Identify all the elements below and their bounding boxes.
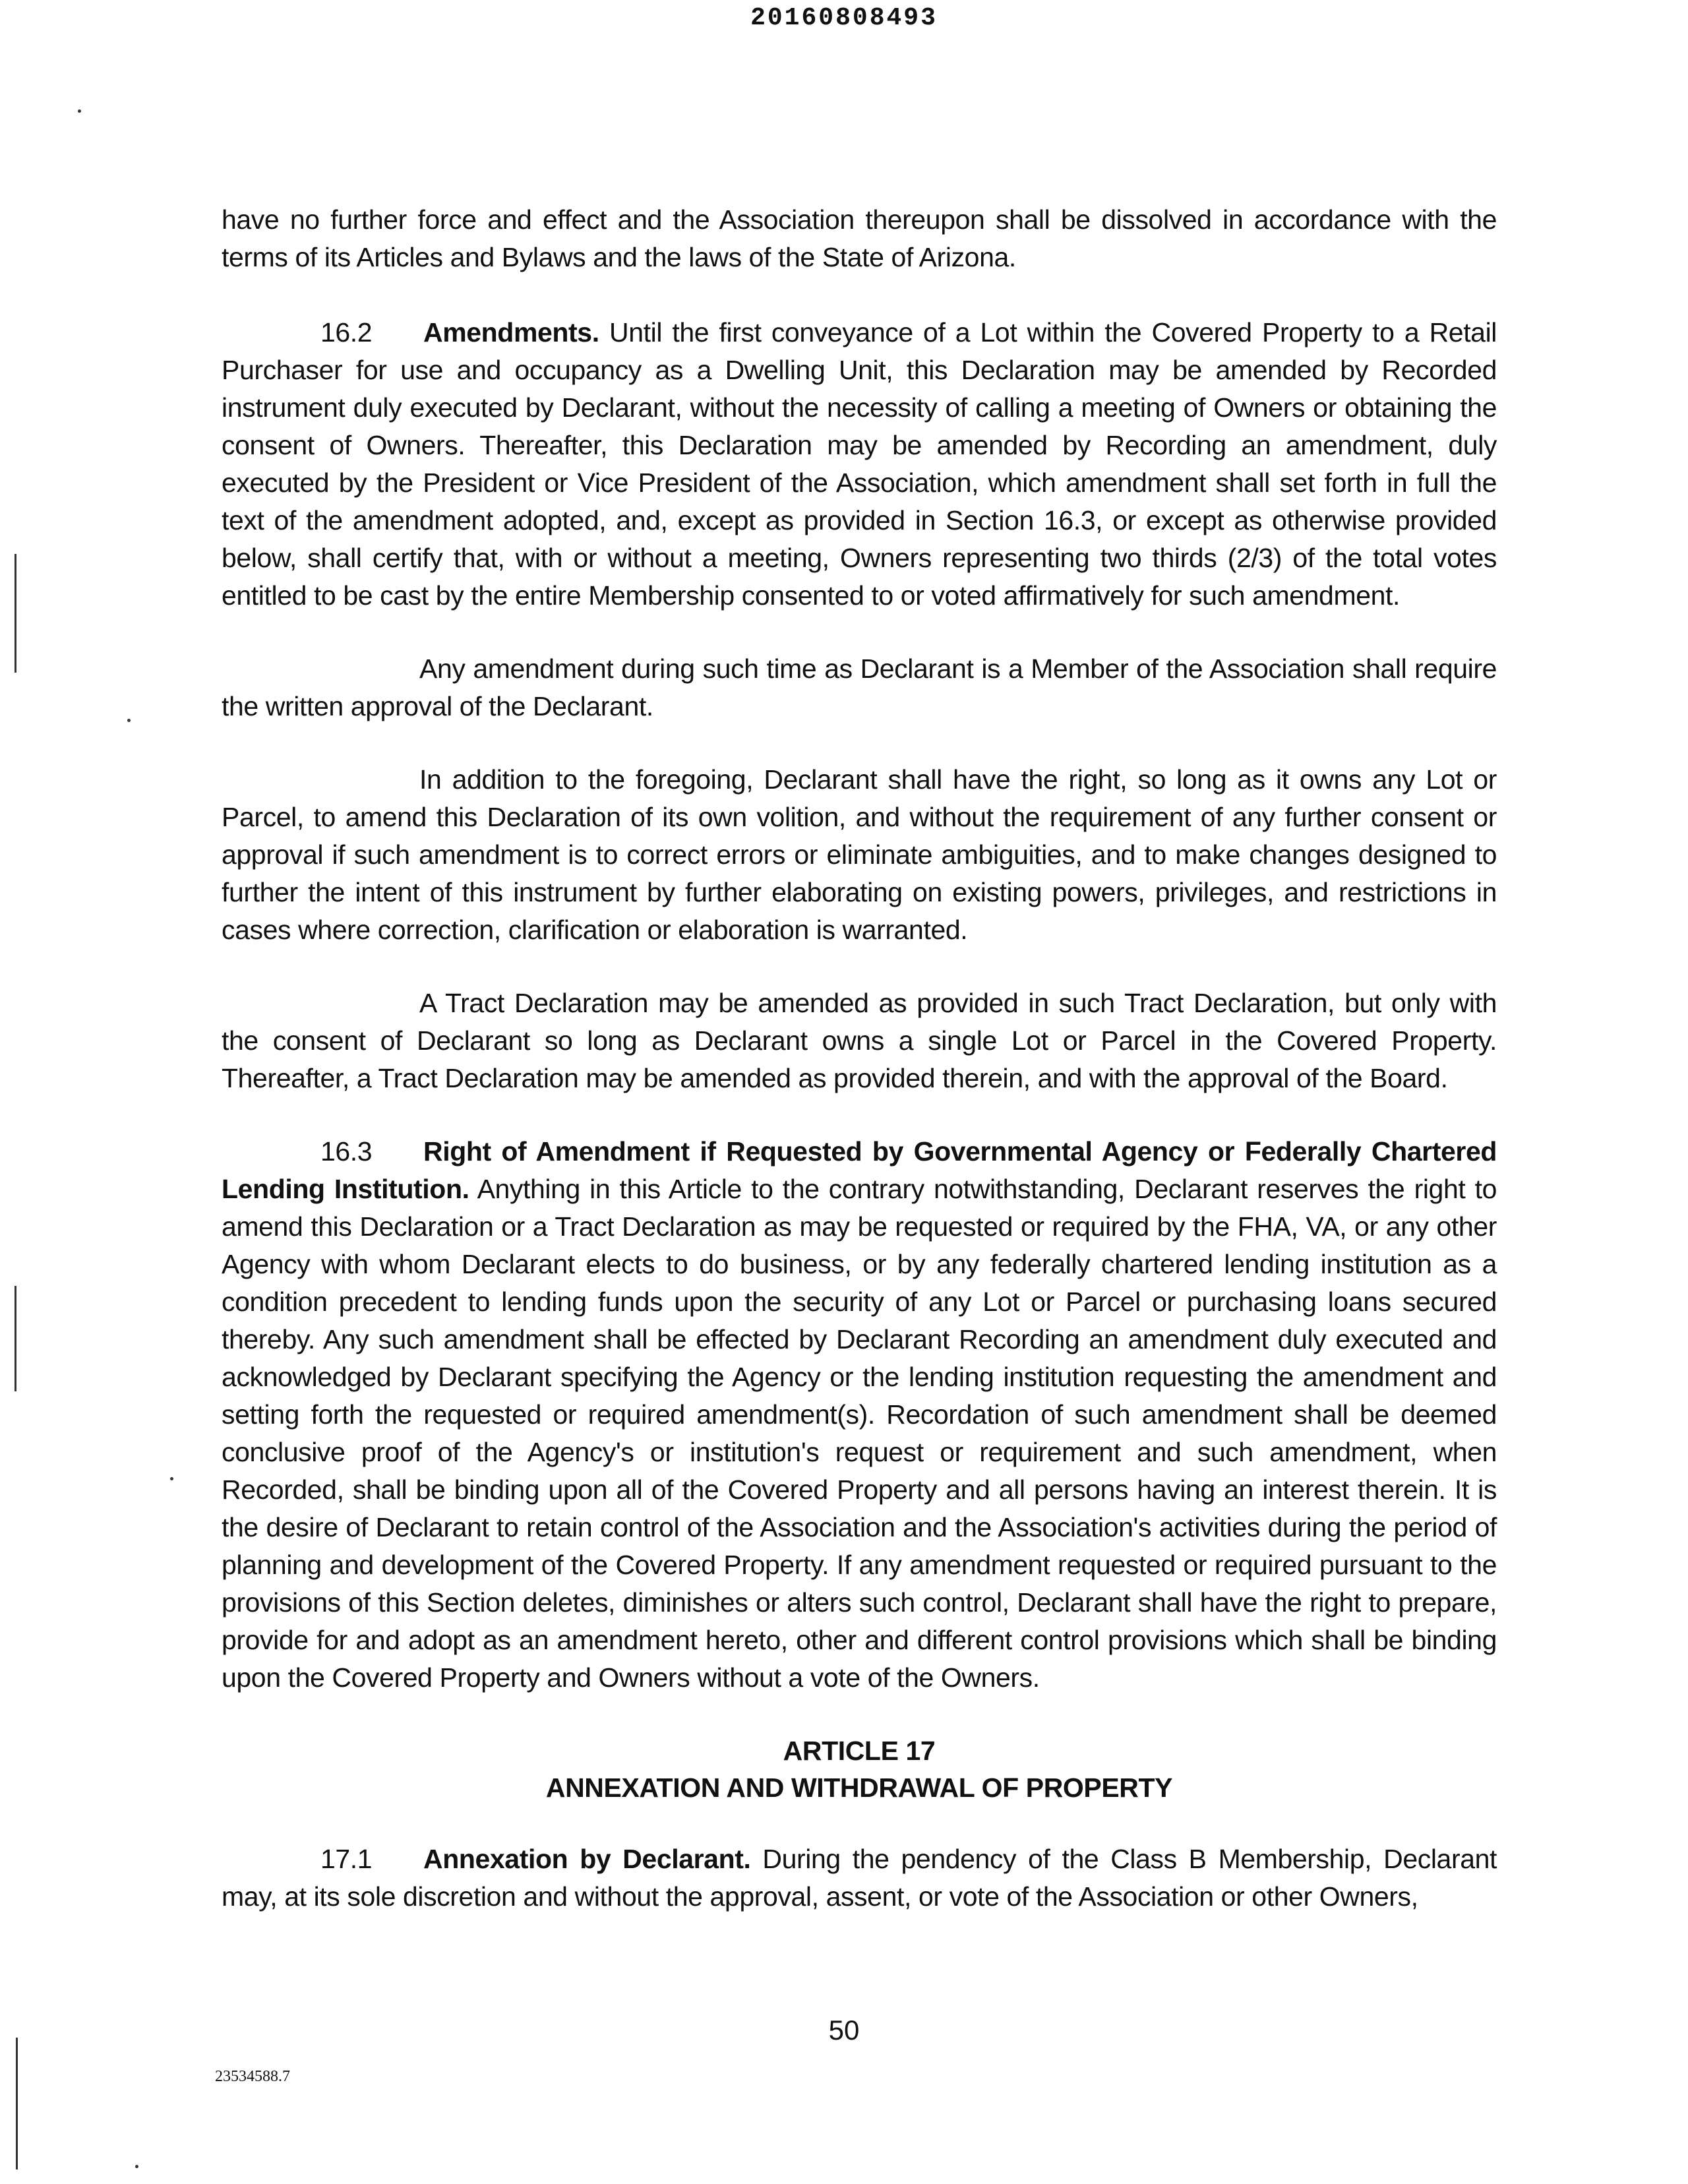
paragraph-text: A Tract Declaration may be amended as provided in such Tract Declaration, but only with the consent of Declarant so long as Declarant owns a single Lot or Parcel in the Covered Property. Thereafter, a Tract Declaration may be amended as provided therein, and with the approval of the Board. [222, 988, 1497, 1093]
paragraph-text: Any amendment during such time as Declarant is a Member of the Association shall require the written approval of the Declarant. [222, 653, 1497, 721]
section-text: Until the first conveyance of a Lot within the Covered Property to a Retail Purchaser for use and occupancy as a Dwelling Unit, this Declaration may be amended by Recorded instrument duly executed by Declarant, without the necessity of calling a meeting of Owners or obtaining the consent of Owners. Thereafter, this Declaration may be amended by Recording an amendment, duly executed by the President or Vice President of the Association, which amendment shall set forth in full the text of the amendment adopted, and, except as provided in Section 16.3, or except as otherwise provided below, shall certify that, with or without a meeting, Owners representing two thirds (2/3) of the total votes entitled to be cast by the entire Membership consented to or voted affirmatively for such amendment. [222, 317, 1497, 611]
section-heading: Amendments. [423, 317, 599, 348]
paragraph-continuation [222, 201, 1497, 276]
section-16-3 [222, 1133, 1497, 1697]
section-heading: Right of Amendment if Requested by Governmental Agency or Federally Chartered Lending Institution. [222, 1136, 1497, 1204]
article-number: ARTICLE 17 [783, 1736, 936, 1766]
page-number: 50 [828, 2015, 860, 2046]
document-body [222, 201, 1497, 1951]
article-title: ANNEXATION AND WITHDRAWAL OF PROPERTY [545, 1773, 1173, 1803]
scan-dot [170, 1477, 173, 1480]
scan-dot [78, 109, 81, 113]
section-text: Anything in this Article to the contrary notwithstanding, Declarant reserves the right to amend this Declaration or a Tract Declaration as may be requested or required by the FHA, VA, or any other Agency with whom Declarant elects to do business, or by any federally chartered lending institution as a condition precedent to lending funds upon the security of any Lot or Parcel or purchasing loans secured thereby. Any such amendment shall be effected by Declarant Recording an amendment duly executed and acknowledged by Declarant specifying the Agency or the lending institution requesting the amendment and setting forth the requested or required amendment(s). Recordation of such amendment shall be deemed conclusive proof of the Agency's or institution's request or requirement and such amendment, when Recorded, shall be binding upon all of the Covered Property and all persons having an interest therein. It is the desire of Declarant to retain control of the Association and the Association's activities during the period of planning and development of the Covered Property. If any amendment requested or required pursuant to the provisions of this Section deletes, diminishes or alters such control, Declarant shall have the right to prepare, provide for and adopt as an amendment hereto, other and different control provisions which shall be binding upon the Covered Property and Owners without a vote of the Owners. [222, 1174, 1497, 1693]
scan-mark [16, 2038, 18, 2169]
scan-mark [15, 1286, 16, 1391]
paragraph-in-addition [222, 761, 1497, 949]
scan-dot [135, 2165, 138, 2168]
section-17-1 [222, 1840, 1497, 1916]
paragraph-tract-declaration [222, 985, 1497, 1097]
section-number: 16.3 [320, 1136, 373, 1167]
paragraph-any-amendment [222, 650, 1497, 725]
article-heading [222, 1732, 1497, 1806]
paragraph-text: have no further force and effect and the Association thereupon shall be dissolved in accordance with the terms of its Articles and Bylaws and the laws of the State of Arizona. [222, 204, 1497, 272]
section-text: During the pendency of the Class B Membership, Declarant may, at its sole discretion and without the approval, assent, or vote of the Association or other Owners, [222, 1844, 1497, 1912]
document-number: 23534588.7 [215, 2068, 290, 2085]
section-number: 17.1 [320, 1844, 373, 1874]
scan-mark [15, 554, 16, 673]
section-heading: Annexation by Declarant. [423, 1844, 751, 1874]
paragraph-text: In addition to the foregoing, Declarant shall have the right, so long as it owns any Lot or Parcel, to amend this Declaration of its own volition, and without the requirement of any further consent or approval if such amendment is to correct errors or eliminate ambiguities, and to make changes designed to further the intent of this instrument by further elaborating on existing powers, privileges, and restrictions in cases where correction, clarification or elaboration is warranted. [222, 764, 1497, 945]
recording-number: 20160808493 [750, 4, 938, 32]
scan-dot [127, 719, 131, 722]
section-16-2 [222, 314, 1497, 615]
section-number: 16.2 [320, 317, 373, 348]
